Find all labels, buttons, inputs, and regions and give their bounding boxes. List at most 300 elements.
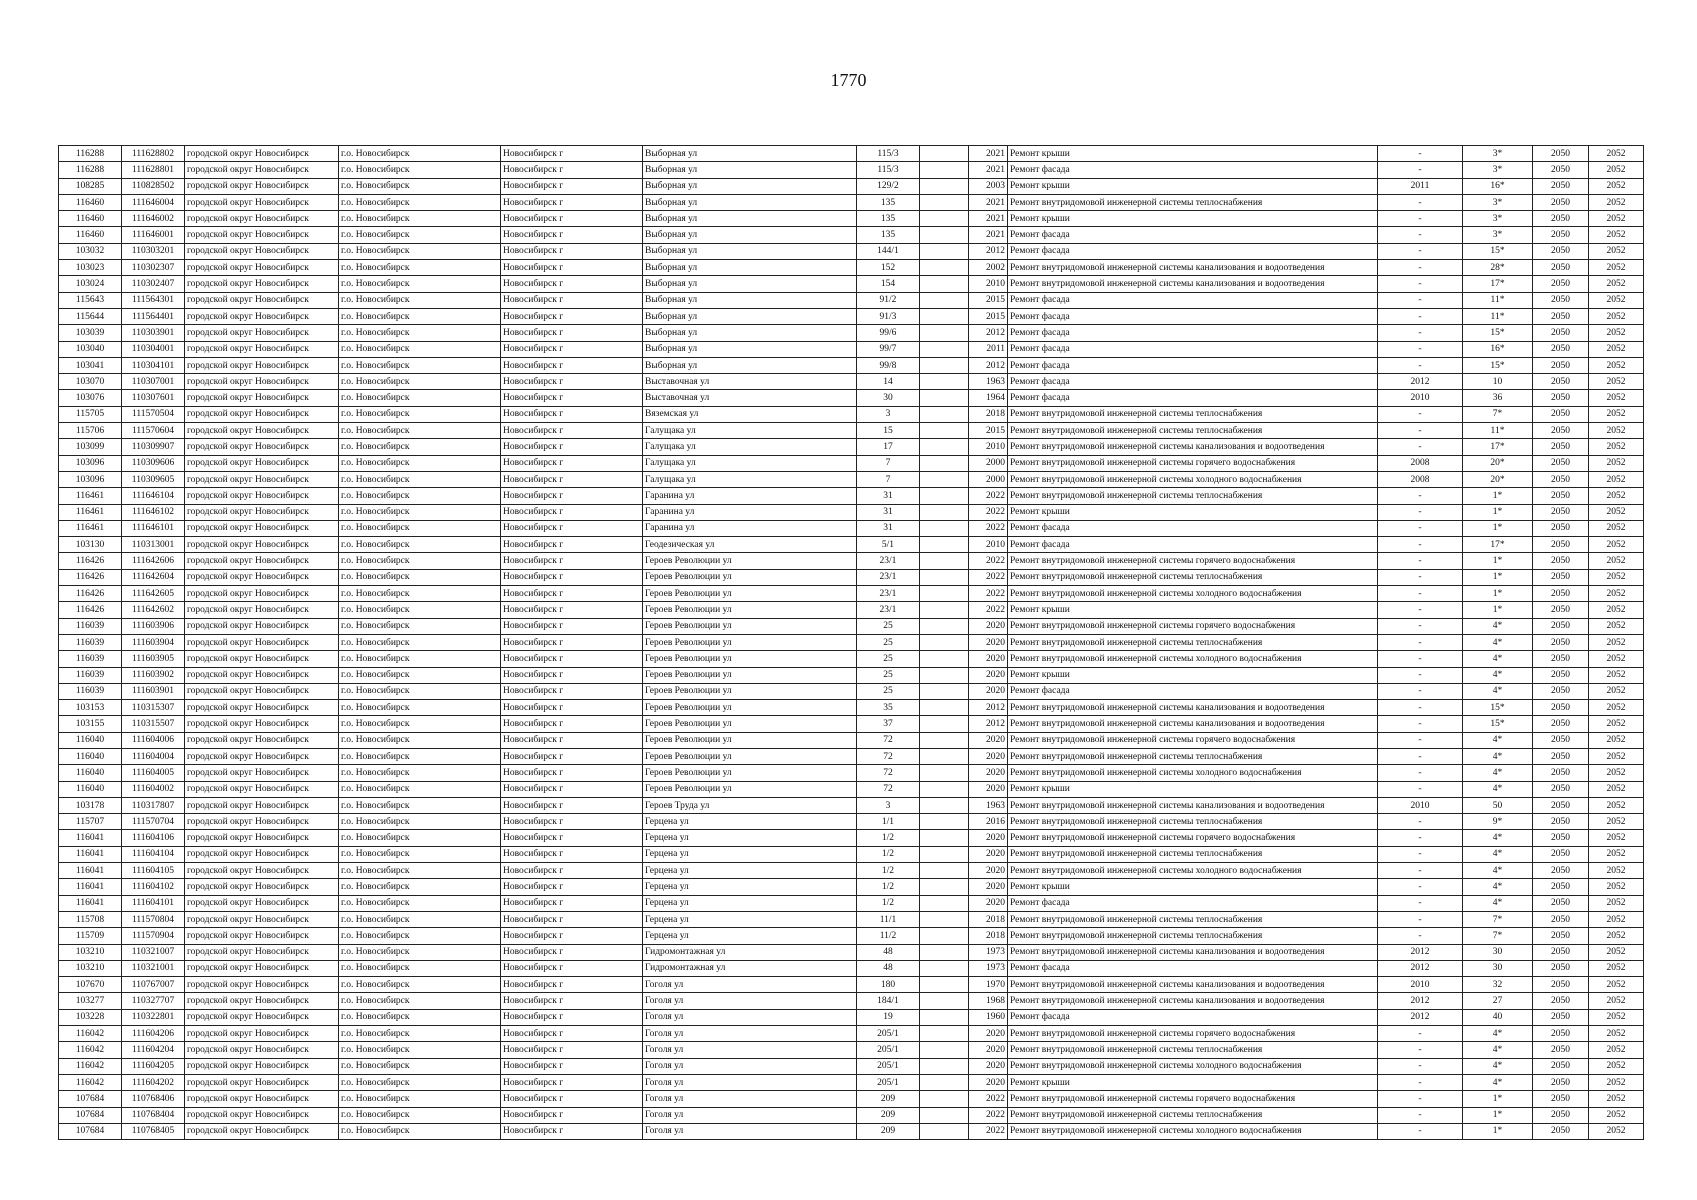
- cell-house-id: 115706: [59, 423, 122, 439]
- cell-last-repair-year: -: [1378, 781, 1463, 797]
- cell-house-id: 103178: [59, 797, 122, 813]
- cell-street: Герцена ул: [643, 895, 857, 911]
- table-row: [59, 504, 1644, 520]
- cell-plan-end: 2052: [1589, 748, 1644, 764]
- cell-settlement: Новосибирск г: [501, 911, 643, 927]
- cell-wear-years: 4*: [1463, 863, 1533, 879]
- table-row: [59, 765, 1644, 781]
- cell-element-id: 110327707: [122, 993, 185, 1009]
- cell-plan-start: 2050: [1533, 390, 1589, 406]
- cell-house-building: [920, 797, 969, 813]
- cell-work-type: Ремонт фасада: [1008, 960, 1378, 976]
- cell-house-number: 25: [857, 683, 920, 699]
- cell-municipal-district: г.о. Новосибирск: [339, 846, 501, 862]
- cell-municipality: городской округ Новосибирск: [185, 553, 339, 569]
- cell-house-number: 129/2: [857, 178, 920, 194]
- cell-year-built: 2022: [969, 504, 1008, 520]
- cell-year-built: 2015: [969, 292, 1008, 308]
- cell-plan-end: 2052: [1589, 439, 1644, 455]
- cell-municipality: городской округ Новосибирск: [185, 276, 339, 292]
- cell-settlement: Новосибирск г: [501, 504, 643, 520]
- cell-house-id: 107684: [59, 1123, 122, 1139]
- table-row: [59, 553, 1644, 569]
- cell-plan-end: 2052: [1589, 194, 1644, 210]
- cell-element-id: 110322801: [122, 1009, 185, 1025]
- cell-street: Выборная ул: [643, 194, 857, 210]
- cell-year-built: 2012: [969, 700, 1008, 716]
- cell-plan-start: 2050: [1533, 634, 1589, 650]
- cell-plan-end: 2052: [1589, 602, 1644, 618]
- cell-house-number: 25: [857, 651, 920, 667]
- cell-last-repair-year: -: [1378, 504, 1463, 520]
- cell-work-type: Ремонт крыши: [1008, 781, 1378, 797]
- cell-work-type: Ремонт внутридомовой инженерной системы канализования и водоотведения: [1008, 700, 1378, 716]
- cell-municipal-district: г.о. Новосибирск: [339, 243, 501, 259]
- cell-work-type: Ремонт фасада: [1008, 341, 1378, 357]
- cell-municipality: городской округ Новосибирск: [185, 455, 339, 471]
- cell-street: Выборная ул: [643, 308, 857, 324]
- cell-house-building: [920, 439, 969, 455]
- cell-street: Героев Революции ул: [643, 634, 857, 650]
- cell-settlement: Новосибирск г: [501, 569, 643, 585]
- cell-last-repair-year: -: [1378, 602, 1463, 618]
- cell-work-type: Ремонт фасада: [1008, 162, 1378, 178]
- cell-plan-start: 2050: [1533, 1009, 1589, 1025]
- cell-plan-end: 2052: [1589, 227, 1644, 243]
- cell-plan-end: 2052: [1589, 1042, 1644, 1058]
- cell-house-number: 99/8: [857, 357, 920, 373]
- cell-house-number: 72: [857, 765, 920, 781]
- cell-wear-years: 1*: [1463, 553, 1533, 569]
- cell-house-number: 37: [857, 716, 920, 732]
- cell-house-number: 135: [857, 211, 920, 227]
- cell-settlement: Новосибирск г: [501, 1009, 643, 1025]
- cell-house-id: 116460: [59, 194, 122, 210]
- cell-municipality: городской округ Новосибирск: [185, 911, 339, 927]
- cell-wear-years: 4*: [1463, 618, 1533, 634]
- cell-plan-end: 2052: [1589, 243, 1644, 259]
- cell-element-id: 111646004: [122, 194, 185, 210]
- cell-plan-start: 2050: [1533, 960, 1589, 976]
- cell-house-building: [920, 276, 969, 292]
- cell-house-id: 103023: [59, 260, 122, 276]
- cell-wear-years: 30: [1463, 960, 1533, 976]
- cell-work-type: Ремонт внутридомовой инженерной системы теплоснабжения: [1008, 1107, 1378, 1123]
- cell-last-repair-year: -: [1378, 586, 1463, 602]
- cell-house-building: [920, 651, 969, 667]
- cell-municipal-district: г.о. Новосибирск: [339, 1009, 501, 1025]
- cell-work-type: Ремонт внутридомовой инженерной системы канализования и водоотведения: [1008, 797, 1378, 813]
- cell-house-id: 116041: [59, 879, 122, 895]
- cell-year-built: 2020: [969, 651, 1008, 667]
- cell-municipality: городской округ Новосибирск: [185, 634, 339, 650]
- cell-wear-years: 40: [1463, 1009, 1533, 1025]
- cell-work-type: Ремонт фасада: [1008, 537, 1378, 553]
- cell-house-id: 103024: [59, 276, 122, 292]
- cell-wear-years: 4*: [1463, 634, 1533, 650]
- cell-plan-start: 2050: [1533, 569, 1589, 585]
- cell-house-building: [920, 586, 969, 602]
- cell-settlement: Новосибирск г: [501, 471, 643, 487]
- cell-house-id: 103228: [59, 1009, 122, 1025]
- cell-house-building: [920, 683, 969, 699]
- cell-plan-start: 2050: [1533, 146, 1589, 162]
- cell-plan-start: 2050: [1533, 781, 1589, 797]
- cell-wear-years: 32: [1463, 977, 1533, 993]
- cell-year-built: 2020: [969, 879, 1008, 895]
- cell-house-id: 116039: [59, 634, 122, 650]
- cell-house-building: [920, 814, 969, 830]
- cell-house-id: 108285: [59, 178, 122, 194]
- cell-settlement: Новосибирск г: [501, 781, 643, 797]
- cell-settlement: Новосибирск г: [501, 1042, 643, 1058]
- page-number: 1770: [830, 70, 867, 90]
- table-row: [59, 292, 1644, 308]
- cell-house-number: 11/2: [857, 928, 920, 944]
- cell-municipality: городской округ Новосибирск: [185, 814, 339, 830]
- cell-element-id: 111603905: [122, 651, 185, 667]
- cell-municipal-district: г.о. Новосибирск: [339, 488, 501, 504]
- cell-work-type: Ремонт крыши: [1008, 178, 1378, 194]
- table-row: [59, 651, 1644, 667]
- cell-street: Гоголя ул: [643, 1042, 857, 1058]
- cell-house-number: 144/1: [857, 243, 920, 259]
- cell-last-repair-year: -: [1378, 748, 1463, 764]
- cell-municipal-district: г.о. Новосибирск: [339, 781, 501, 797]
- cell-last-repair-year: -: [1378, 667, 1463, 683]
- cell-element-id: 110321001: [122, 960, 185, 976]
- cell-plan-end: 2052: [1589, 1107, 1644, 1123]
- cell-house-number: 152: [857, 260, 920, 276]
- cell-municipal-district: г.о. Новосибирск: [339, 162, 501, 178]
- cell-municipality: городской округ Новосибирск: [185, 1091, 339, 1107]
- cell-house-building: [920, 960, 969, 976]
- cell-municipal-district: г.о. Новосибирск: [339, 1123, 501, 1139]
- table-row: [59, 471, 1644, 487]
- table-row: [59, 1091, 1644, 1107]
- cell-municipality: городской округ Новосибирск: [185, 863, 339, 879]
- cell-year-built: 1968: [969, 993, 1008, 1009]
- cell-house-id: 116461: [59, 488, 122, 504]
- cell-house-number: 15: [857, 423, 920, 439]
- cell-year-built: 2016: [969, 814, 1008, 830]
- cell-house-building: [920, 928, 969, 944]
- cell-street: Гоголя ул: [643, 1026, 857, 1042]
- cell-element-id: 111642605: [122, 586, 185, 602]
- cell-street: Выборная ул: [643, 341, 857, 357]
- cell-house-id: 116426: [59, 602, 122, 618]
- cell-house-id: 103032: [59, 243, 122, 259]
- cell-street: Герцена ул: [643, 846, 857, 862]
- cell-last-repair-year: -: [1378, 325, 1463, 341]
- cell-street: Выборная ул: [643, 357, 857, 373]
- table-row: [59, 341, 1644, 357]
- cell-municipal-district: г.о. Новосибирск: [339, 325, 501, 341]
- cell-last-repair-year: -: [1378, 1107, 1463, 1123]
- cell-street: Выборная ул: [643, 276, 857, 292]
- cell-settlement: Новосибирск г: [501, 797, 643, 813]
- cell-settlement: Новосибирск г: [501, 211, 643, 227]
- table-row: [59, 732, 1644, 748]
- cell-work-type: Ремонт фасада: [1008, 227, 1378, 243]
- table-row: [59, 374, 1644, 390]
- cell-plan-end: 2052: [1589, 651, 1644, 667]
- cell-element-id: 110313001: [122, 537, 185, 553]
- cell-house-building: [920, 1091, 969, 1107]
- cell-municipal-district: г.о. Новосибирск: [339, 227, 501, 243]
- cell-house-building: [920, 830, 969, 846]
- cell-year-built: 2020: [969, 765, 1008, 781]
- cell-plan-end: 2052: [1589, 830, 1644, 846]
- cell-wear-years: 17*: [1463, 537, 1533, 553]
- cell-municipality: городской округ Новосибирск: [185, 667, 339, 683]
- cell-municipality: городской округ Новосибирск: [185, 406, 339, 422]
- table-row: [59, 748, 1644, 764]
- cell-work-type: Ремонт фасада: [1008, 374, 1378, 390]
- cell-settlement: Новосибирск г: [501, 993, 643, 1009]
- cell-settlement: Новосибирск г: [501, 732, 643, 748]
- cell-municipal-district: г.о. Новосибирск: [339, 423, 501, 439]
- cell-settlement: Новосибирск г: [501, 1058, 643, 1074]
- cell-street: Галущака ул: [643, 471, 857, 487]
- cell-house-id: 107684: [59, 1107, 122, 1123]
- cell-plan-start: 2050: [1533, 797, 1589, 813]
- cell-last-repair-year: -: [1378, 879, 1463, 895]
- cell-house-number: 1/2: [857, 830, 920, 846]
- table-row: [59, 243, 1644, 259]
- cell-last-repair-year: 2010: [1378, 797, 1463, 813]
- cell-house-building: [920, 406, 969, 422]
- cell-plan-start: 2050: [1533, 276, 1589, 292]
- cell-year-built: 1963: [969, 374, 1008, 390]
- cell-last-repair-year: -: [1378, 1074, 1463, 1090]
- cell-house-building: [920, 667, 969, 683]
- cell-plan-start: 2050: [1533, 993, 1589, 1009]
- cell-house-number: 1/2: [857, 895, 920, 911]
- cell-municipality: городской округ Новосибирск: [185, 781, 339, 797]
- cell-settlement: Новосибирск г: [501, 1123, 643, 1139]
- cell-year-built: 2018: [969, 928, 1008, 944]
- cell-plan-start: 2050: [1533, 732, 1589, 748]
- cell-municipal-district: г.о. Новосибирск: [339, 374, 501, 390]
- cell-house-number: 209: [857, 1123, 920, 1139]
- cell-year-built: 1960: [969, 1009, 1008, 1025]
- cell-plan-start: 2050: [1533, 357, 1589, 373]
- table-row: [59, 830, 1644, 846]
- cell-work-type: Ремонт внутридомовой инженерной системы горячего водоснабжения: [1008, 1026, 1378, 1042]
- cell-settlement: Новосибирск г: [501, 830, 643, 846]
- cell-house-building: [920, 260, 969, 276]
- cell-street: Гоголя ул: [643, 1123, 857, 1139]
- cell-house-number: 99/6: [857, 325, 920, 341]
- cell-last-repair-year: 2012: [1378, 1009, 1463, 1025]
- cell-plan-end: 2052: [1589, 1074, 1644, 1090]
- cell-house-id: 115709: [59, 928, 122, 944]
- table-row: [59, 700, 1644, 716]
- cell-house-number: 184/1: [857, 993, 920, 1009]
- cell-work-type: Ремонт внутридомовой инженерной системы холодного водоснабжения: [1008, 586, 1378, 602]
- cell-house-id: 116042: [59, 1026, 122, 1042]
- cell-settlement: Новосибирск г: [501, 879, 643, 895]
- cell-last-repair-year: 2010: [1378, 390, 1463, 406]
- cell-house-building: [920, 390, 969, 406]
- cell-wear-years: 3*: [1463, 146, 1533, 162]
- cell-municipality: городской округ Новосибирск: [185, 879, 339, 895]
- cell-house-id: 103096: [59, 455, 122, 471]
- cell-house-id: 103210: [59, 944, 122, 960]
- cell-municipal-district: г.о. Новосибирск: [339, 683, 501, 699]
- cell-municipal-district: г.о. Новосибирск: [339, 602, 501, 618]
- cell-municipal-district: г.о. Новосибирск: [339, 569, 501, 585]
- cell-house-id: 116426: [59, 553, 122, 569]
- cell-plan-end: 2052: [1589, 341, 1644, 357]
- cell-element-id: 111604202: [122, 1074, 185, 1090]
- table-row: [59, 667, 1644, 683]
- cell-wear-years: 15*: [1463, 243, 1533, 259]
- cell-house-building: [920, 1123, 969, 1139]
- cell-municipal-district: г.о. Новосибирск: [339, 357, 501, 373]
- cell-year-built: 2022: [969, 586, 1008, 602]
- cell-house-building: [920, 602, 969, 618]
- cell-municipality: городской округ Новосибирск: [185, 928, 339, 944]
- cell-street: Выборная ул: [643, 243, 857, 259]
- cell-plan-start: 2050: [1533, 243, 1589, 259]
- cell-house-id: 103096: [59, 471, 122, 487]
- table-row: [59, 1107, 1644, 1123]
- cell-plan-end: 2052: [1589, 260, 1644, 276]
- cell-house-id: 116042: [59, 1042, 122, 1058]
- table-row: [59, 879, 1644, 895]
- cell-element-id: 111570804: [122, 911, 185, 927]
- cell-plan-start: 2050: [1533, 814, 1589, 830]
- cell-house-id: 116041: [59, 895, 122, 911]
- cell-wear-years: 4*: [1463, 1042, 1533, 1058]
- cell-house-id: 107684: [59, 1091, 122, 1107]
- cell-last-repair-year: -: [1378, 830, 1463, 846]
- cell-house-id: 116041: [59, 830, 122, 846]
- cell-year-built: 2012: [969, 243, 1008, 259]
- cell-last-repair-year: -: [1378, 1042, 1463, 1058]
- cell-wear-years: 11*: [1463, 423, 1533, 439]
- cell-element-id: 111604206: [122, 1026, 185, 1042]
- cell-settlement: Новосибирск г: [501, 667, 643, 683]
- cell-last-repair-year: -: [1378, 162, 1463, 178]
- cell-element-id: 111603904: [122, 634, 185, 650]
- cell-house-number: 1/2: [857, 846, 920, 862]
- table-row: [59, 423, 1644, 439]
- cell-work-type: Ремонт крыши: [1008, 879, 1378, 895]
- cell-element-id: 111604004: [122, 748, 185, 764]
- cell-last-repair-year: -: [1378, 553, 1463, 569]
- cell-house-building: [920, 341, 969, 357]
- cell-work-type: Ремонт внутридомовой инженерной системы канализования и водоотведения: [1008, 439, 1378, 455]
- table-row: [59, 488, 1644, 504]
- cell-wear-years: 4*: [1463, 765, 1533, 781]
- cell-plan-end: 2052: [1589, 308, 1644, 324]
- cell-house-building: [920, 537, 969, 553]
- cell-plan-end: 2052: [1589, 374, 1644, 390]
- cell-house-id: 116426: [59, 569, 122, 585]
- cell-plan-start: 2050: [1533, 748, 1589, 764]
- cell-year-built: 2010: [969, 276, 1008, 292]
- cell-last-repair-year: -: [1378, 1058, 1463, 1074]
- cell-settlement: Новосибирск г: [501, 651, 643, 667]
- table-row: [59, 406, 1644, 422]
- cell-plan-start: 2050: [1533, 194, 1589, 210]
- cell-house-number: 23/1: [857, 553, 920, 569]
- cell-settlement: Новосибирск г: [501, 895, 643, 911]
- cell-last-repair-year: -: [1378, 814, 1463, 830]
- cell-street: Героев Революции ул: [643, 667, 857, 683]
- cell-house-number: 205/1: [857, 1042, 920, 1058]
- cell-wear-years: 17*: [1463, 439, 1533, 455]
- cell-last-repair-year: 2008: [1378, 455, 1463, 471]
- cell-plan-end: 2052: [1589, 683, 1644, 699]
- cell-last-repair-year: 2012: [1378, 374, 1463, 390]
- cell-year-built: 2020: [969, 846, 1008, 862]
- table-row: [59, 993, 1644, 1009]
- cell-house-number: 23/1: [857, 586, 920, 602]
- cell-element-id: 111628801: [122, 162, 185, 178]
- cell-plan-start: 2050: [1533, 1091, 1589, 1107]
- cell-municipality: городской округ Новосибирск: [185, 471, 339, 487]
- table-row: [59, 1074, 1644, 1090]
- cell-house-id: 115643: [59, 292, 122, 308]
- cell-settlement: Новосибирск г: [501, 1107, 643, 1123]
- cell-work-type: Ремонт внутридомовой инженерной системы теплоснабжения: [1008, 634, 1378, 650]
- cell-year-built: 2022: [969, 1123, 1008, 1139]
- cell-street: Героев Революции ул: [643, 716, 857, 732]
- cell-house-building: [920, 993, 969, 1009]
- cell-plan-end: 2052: [1589, 292, 1644, 308]
- cell-street: Героев Труда ул: [643, 797, 857, 813]
- cell-last-repair-year: -: [1378, 439, 1463, 455]
- cell-wear-years: 4*: [1463, 781, 1533, 797]
- cell-work-type: Ремонт внутридомовой инженерной системы горячего водоснабжения: [1008, 830, 1378, 846]
- cell-element-id: 110309605: [122, 471, 185, 487]
- table-row: [59, 276, 1644, 292]
- cell-element-id: 111642606: [122, 553, 185, 569]
- cell-municipal-district: г.о. Новосибирск: [339, 651, 501, 667]
- cell-house-id: 103076: [59, 390, 122, 406]
- cell-last-repair-year: -: [1378, 406, 1463, 422]
- cell-settlement: Новосибирск г: [501, 716, 643, 732]
- cell-municipality: городской округ Новосибирск: [185, 1042, 339, 1058]
- cell-house-building: [920, 911, 969, 927]
- cell-street: Выставочная ул: [643, 374, 857, 390]
- cell-last-repair-year: -: [1378, 928, 1463, 944]
- cell-house-number: 23/1: [857, 569, 920, 585]
- cell-element-id: 110304001: [122, 341, 185, 357]
- cell-house-building: [920, 553, 969, 569]
- cell-municipality: городской округ Новосибирск: [185, 993, 339, 1009]
- cell-settlement: Новосибирск г: [501, 325, 643, 341]
- cell-house-id: 103155: [59, 716, 122, 732]
- cell-wear-years: 3*: [1463, 194, 1533, 210]
- cell-element-id: 111570504: [122, 406, 185, 422]
- cell-element-id: 111628802: [122, 146, 185, 162]
- cell-element-id: 111646101: [122, 520, 185, 536]
- cell-municipal-district: г.о. Новосибирск: [339, 748, 501, 764]
- cell-house-number: 25: [857, 634, 920, 650]
- cell-plan-end: 2052: [1589, 1123, 1644, 1139]
- cell-year-built: 2020: [969, 1058, 1008, 1074]
- cell-plan-start: 2050: [1533, 260, 1589, 276]
- cell-wear-years: 7*: [1463, 406, 1533, 422]
- cell-house-id: 103039: [59, 325, 122, 341]
- table-row: [59, 390, 1644, 406]
- cell-plan-start: 2050: [1533, 504, 1589, 520]
